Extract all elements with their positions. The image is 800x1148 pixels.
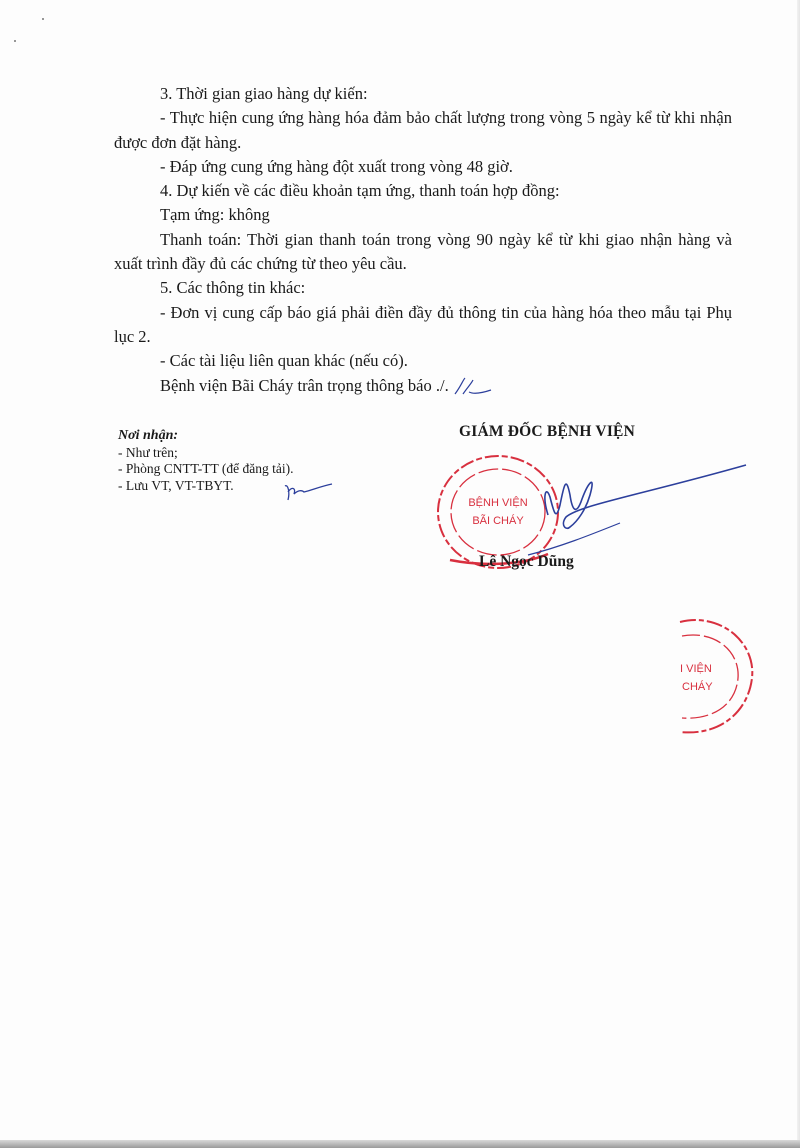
closing-text: Bệnh viện Bãi Cháy trân trọng thông báo [160, 375, 432, 395]
other-info-1: - Đơn vị cung cấp báo giá phải điền đầy đủ thông tin của hàng hóa theo mẫu tại Phụ lục 2. [114, 302, 732, 346]
delivery-term-2: - Đáp ứng cung ứng hàng đột xuất trong vòng 48 giờ. [160, 156, 513, 176]
hospital-stamp-partial [660, 612, 760, 740]
clerk-initial-signature [282, 478, 334, 504]
recipients-list [118, 445, 378, 495]
partial-stamp-line-1: I VIỆN [680, 663, 712, 675]
delivery-term-1: - Thực hiện cung ứng hàng hóa đảm bảo chất lượng trong vòng 5 ngày kể từ khi nhận được đơn đặt hàng. [114, 108, 732, 152]
recipients-title: Nơi nhận: [118, 428, 179, 443]
section-5-heading: 5. Các thông tin khác: [160, 278, 306, 298]
scan-speck [42, 18, 44, 20]
section-4-heading: 4. Dự kiến về các điều khoản tạm ứng, thanh toán hợp đồng: [160, 181, 560, 201]
payment-term: Thanh toán: Thời gian thanh toán trong vòng 90 ngày kể từ khi giao nhận hàng và xuất trình đầy đủ các chứng từ theo yêu cầu. [114, 229, 732, 274]
recipient-item: - Lưu VT, VT-TBYT. [118, 477, 234, 493]
stamp-line-1: BỆNH VIỆN [468, 497, 528, 509]
signer-title: GIÁM ĐỐC BỆNH VIỆN [459, 423, 635, 440]
recipients-block [118, 428, 378, 494]
document-body [114, 82, 732, 398]
partial-stamp-line-2: CHÁY [682, 681, 713, 693]
recipient-item: - Như trên; [118, 444, 178, 460]
section-3-heading: 3. Thời gian giao hàng dự kiến: [160, 84, 368, 103]
scan-speck [14, 40, 16, 42]
signer-name: Lê Ngọc Dũng [479, 553, 574, 570]
other-info-2: - Các tài liệu liên quan khác (nếu có). [160, 351, 408, 371]
advance-payment: Tạm ứng: không [160, 205, 270, 225]
stamp-line-2: BÃI CHÁY [472, 515, 524, 527]
recipient-item: - Phòng CNTT-TT (để đăng tải). [118, 461, 294, 476]
director-signature [520, 455, 750, 565]
closing-mark: ./. [435, 375, 449, 395]
closing-statement [114, 374, 732, 398]
closing-initial-signature [453, 376, 493, 398]
scan-edge-bottom [0, 1140, 800, 1148]
